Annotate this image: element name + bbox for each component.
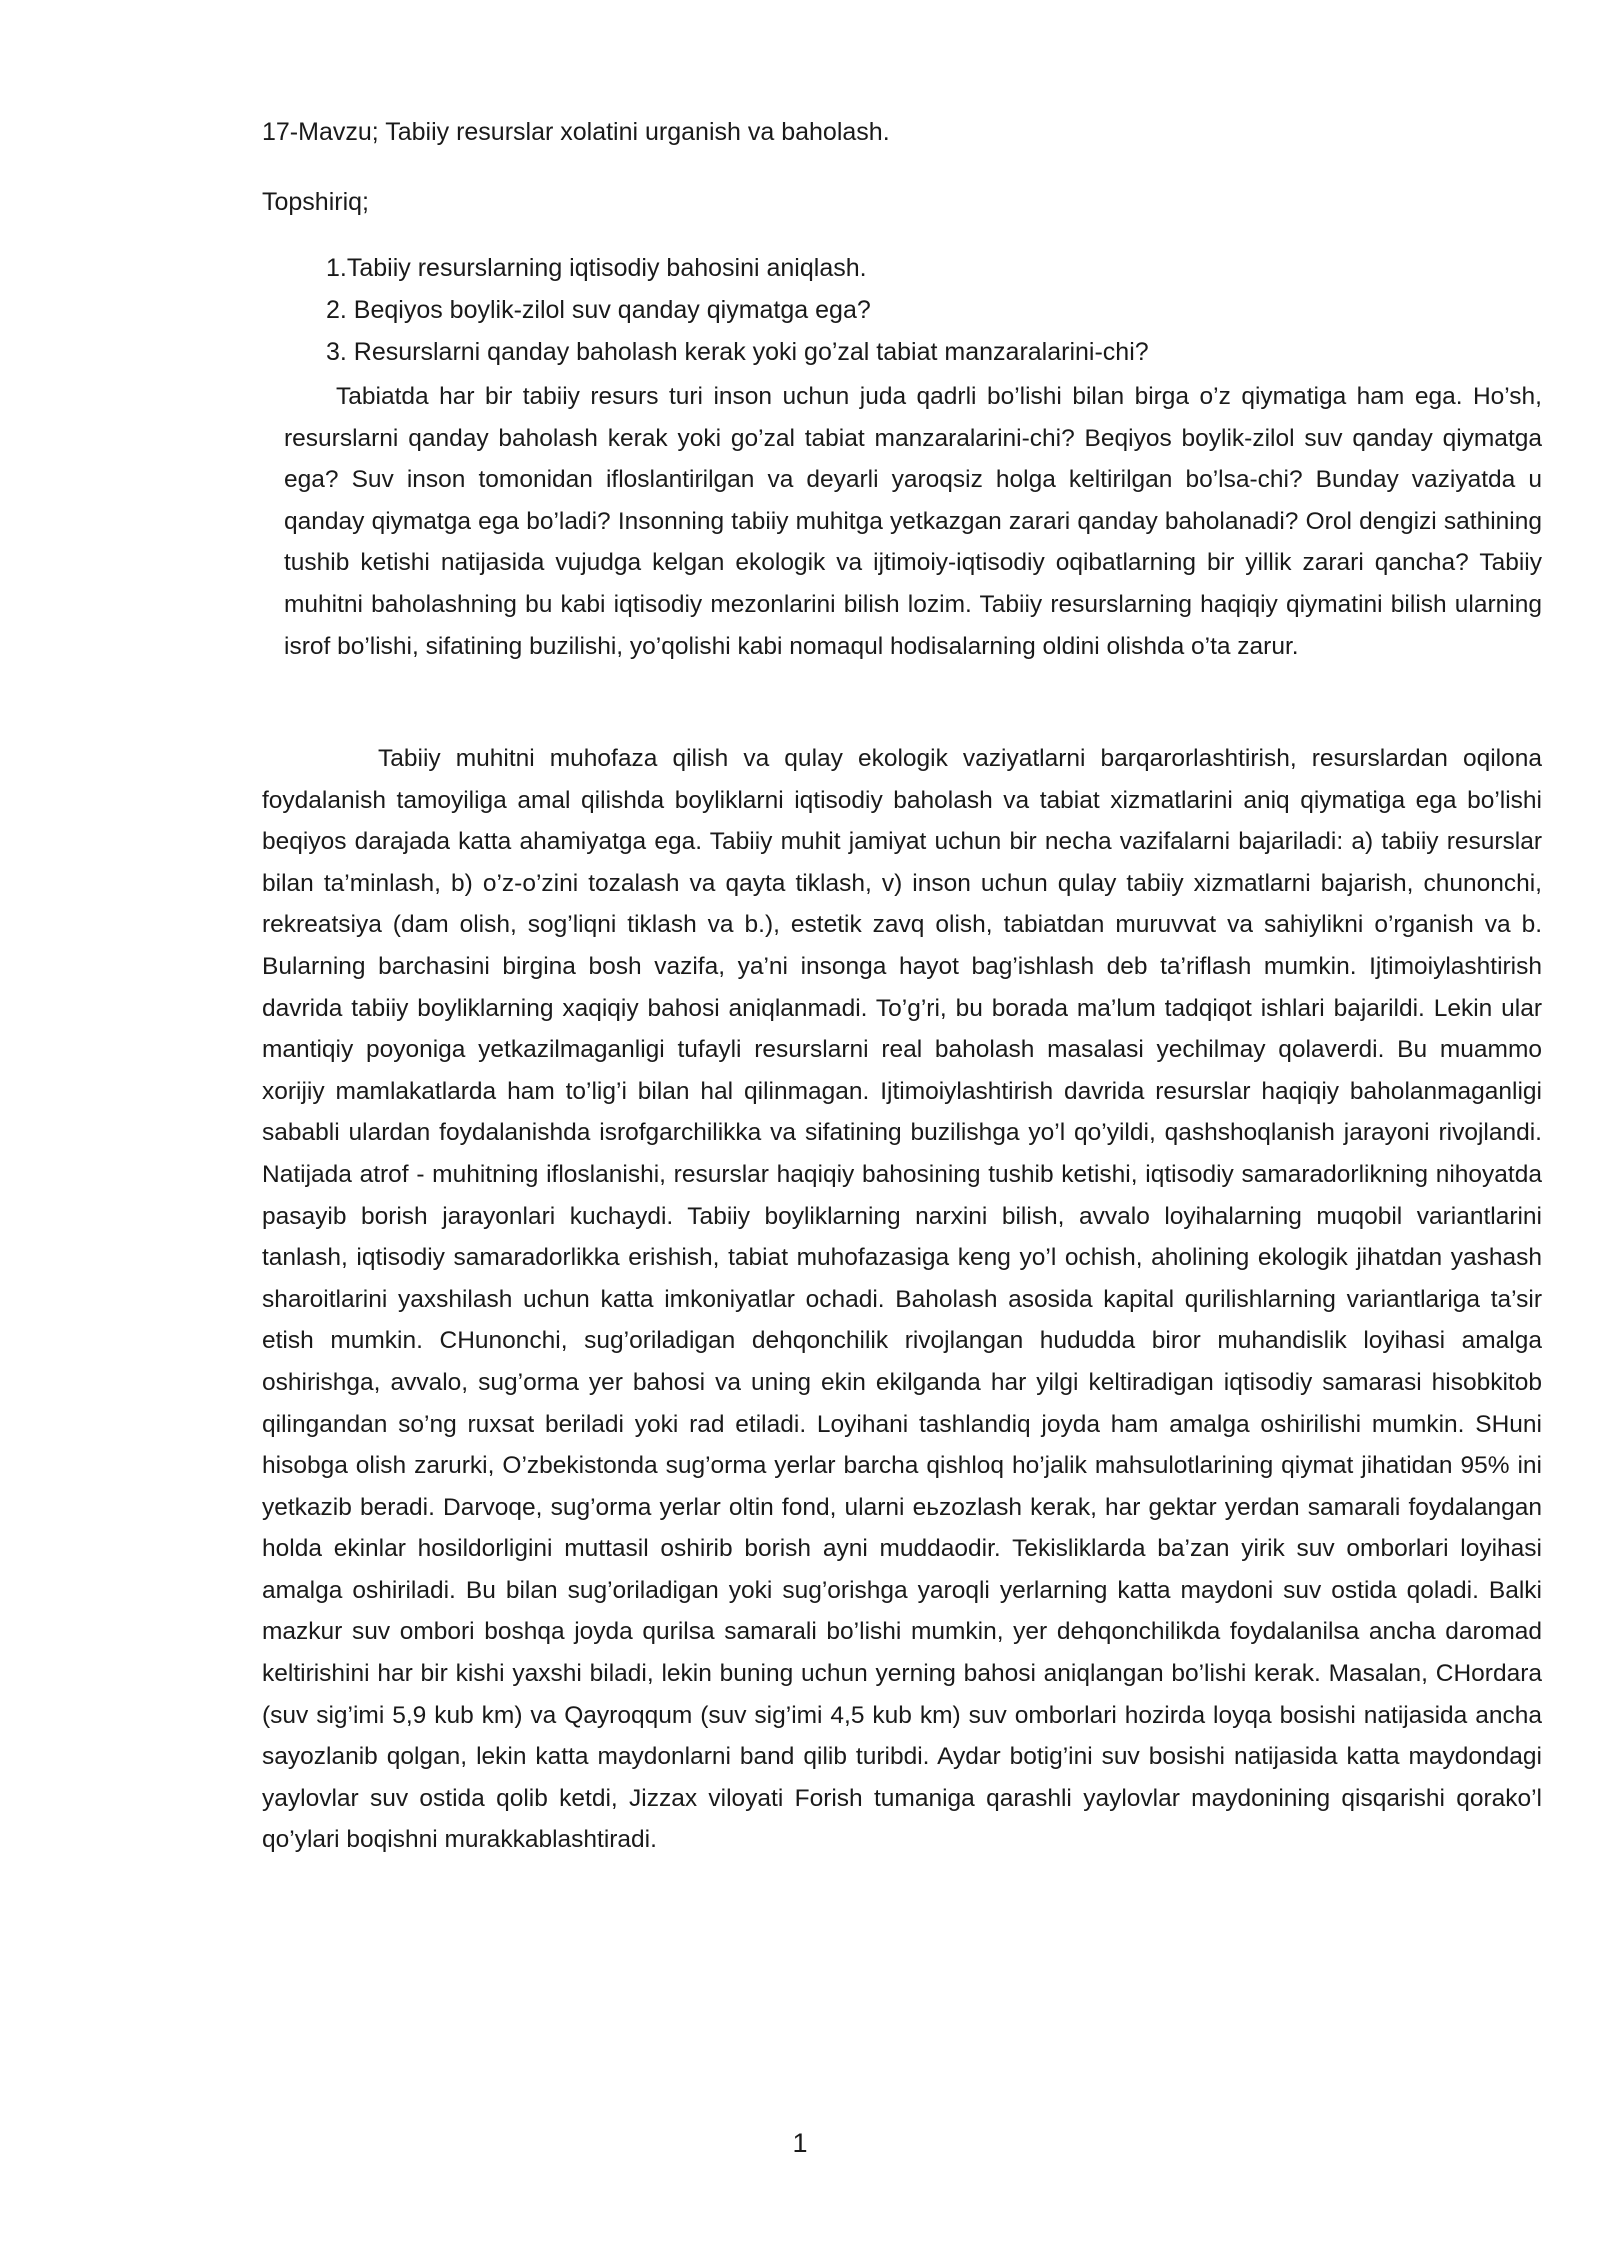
page-number: 1 (792, 2128, 808, 2158)
main-paragraph: Tabiiy muhitni muhofaza qilish va qulay ekologik vaziyatlarni barqarorlashtirish, resurslardan oqilona foydalanish tamoyiliga amal qilishda boyliklarni iqtisodiy baholash va tabiat xizmatlarini aniq qiymatiga ega bo’lishi beqiyos darajada katta ahamiyatga ega. Tabiiy muhit jamiyat uchun bir necha vazifalarni bajariladi: a) tabiiy resurslar bilan ta’minlash, b) o’z-o’zini tozalash va qayta tiklash, v) inson uchun qulay tabiiy xizmatlarni bajarish, chunonchi, rekreatsiya (dam olish, sog’liqni tiklash va b.), estetik zavq olish, tabiatdan muruvvat va sahiylikni o’rganish va b. Bularning barchasini birgina bosh vazifa, ya’ni insonga hayot bag’ishlash deb ta’riflash mumkin. Ijtimoiylashtirish davrida tabiiy boyliklarning xaqiqiy bahosi aniqlanmadi. To’g’ri, bu borada ma’lum tadqiqot ishlari bajarildi. Lekin ular mantiqiy poyoniga yetkazilmaganligi tufayli resurslarni real baholash masalasi yechilmay qolaverdi. Bu muammo xorijiy mamlakatlarda ham to’lig’i bilan hal qilinmagan. Ijtimoiylashtirish davrida resurslar haqiqiy baholanmaganligi sababli ulardan foydalanishda isrofgarchilikka va sifatining buzilishga yo’l qo’yildi, qashshoqlanish jarayoni rivojlandi. Natijada atrof - muhitning ifloslanishi, resurslar haqiqiy bahosining tushib ketishi, iqtisodiy samaradorlikning nihoyatda pasayib borish jarayonlari kuchaydi. Tabiiy boyliklarning narxini bilish, avvalo loyihalarning muqobil variantlarini tanlash, iqtisodiy samaradorlikka erishish, tabiat muhofazasiga keng yo’l ochish, aholining ekologik jihatdan yashash sharoitlarini yaxshilash uchun katta imkoniyatlar ochadi. Baholash asosida kapital qurilishlarning variantlariga ta’sir etish mumkin. CHunonchi, sug’oriladigan dehqonchilik rivojlangan hududda biror muhandislik loyihasi amalga oshirishga, avvalo, sug’orma yer bahosi va uning ekin ekilganda har yilgi keltiradigan iqtisodiy samarasi hisobkitob qilingandan so’ng ruxsat beriladi yoki rad etiladi. Loyihani tashlandiq joyda ham amalga oshirilishi mumkin. SHuni hisobga olish zarurki, O’zbekistonda sug’orma yerlar barcha qishloq ho’jalik mahsulotlarining qiymat jihatidan 95% ini yetkazib beradi. Darvoqe, sug’orma yerlar oltin fond, ularni eьzozlash kerak, har gektar yerdan samarali foydalangan holda ekinlar hosildorligini muttasil oshirib borish ayni muddaodir. Tekisliklarda ba’zan yirik suv omborlari loyihasi amalga oshiriladi. Bu bilan sug’oriladigan yoki sug’orishga yaroqli yerlarning katta maydoni suv ostida qoladi. Balki mazkur suv ombori boshqa joyda qurilsa samarali bo’lishi mumkin, yer dehqonchilikda foydalanilsa ancha daromad keltirishini har bir kishi yaxshi biladi, lekin buning uchun yerning bahosi aniqlangan bo’lishi kerak. Masalan, CHordara (suv sig’imi 5,9 kub km) va Qayroqqum (suv sig’imi 4,5 kub km) suv omborlari hozirda loyqa bosishi natijasida ancha sayozlanib qolgan, lekin katta maydonlarni band qilib turibdi. Aydar botig’ini suv bosishi natijasida katta maydondagi yaylovlar suv ostida qolib ketdi, Jizzax viloyati Forish tumaniga qarashli yaylovlar maydonining qisqarishi qorako’l qo’ylari boqishni murakkablashtiradi. (262, 745, 1542, 1854)
intro-paragraph: Tabiatda har bir tabiiy resurs turi inson uchun juda qadrli bo’lishi bilan birga o’z qiymatiga ham ega. Ho’sh, resurslarni qanday baholash kerak yoki go’zal tabiat manzaralarini-chi? Beqiyos boylik-zilol suv qanday qiymatga ega? Suv inson tomonidan ifloslantirilgan va deyarli yaroqsiz holga keltirilgan bo’lsa-chi? Bunday vaziyatda u qanday qiymatga ega bo’ladi? Insonning tabiiy muhitga yetkazgan zarari qanday baholanadi? Orol dengizi sathining tushib ketishi natijasida vujudga kelgan ekologik va ijtimoiy-iqtisodiy oqibatlarning bir yillik zarari qancha? Tabiiy muhitni baholashning bu kabi iqtisodiy mezonlarini bilish lozim. Tabiiy resurslarning haqiqiy qiymatini bilish ularning isrof bo’lishi, sifatining buzilishi, yo’qolishi kabi nomaqul hodisalarning oldini olishda o’ta zarur. (284, 383, 1542, 660)
task-item: 2. Beqiyos boylik-zilol suv qanday qiymatga ega? (326, 296, 871, 324)
task-item: 1.Tabiiy resurslarning iqtisodiy bahosini aniqlash. (326, 254, 867, 282)
task-item: 3. Resurslarni qanday baholash kerak yoki go’zal tabiat manzaralarini-chi? (326, 338, 1149, 366)
task-label: Topshiriq; (262, 188, 369, 216)
task-list (326, 252, 1149, 378)
topic-title: 17-Mavzu; Tabiiy resurslar xolatini urganish va baholash. (262, 118, 890, 146)
